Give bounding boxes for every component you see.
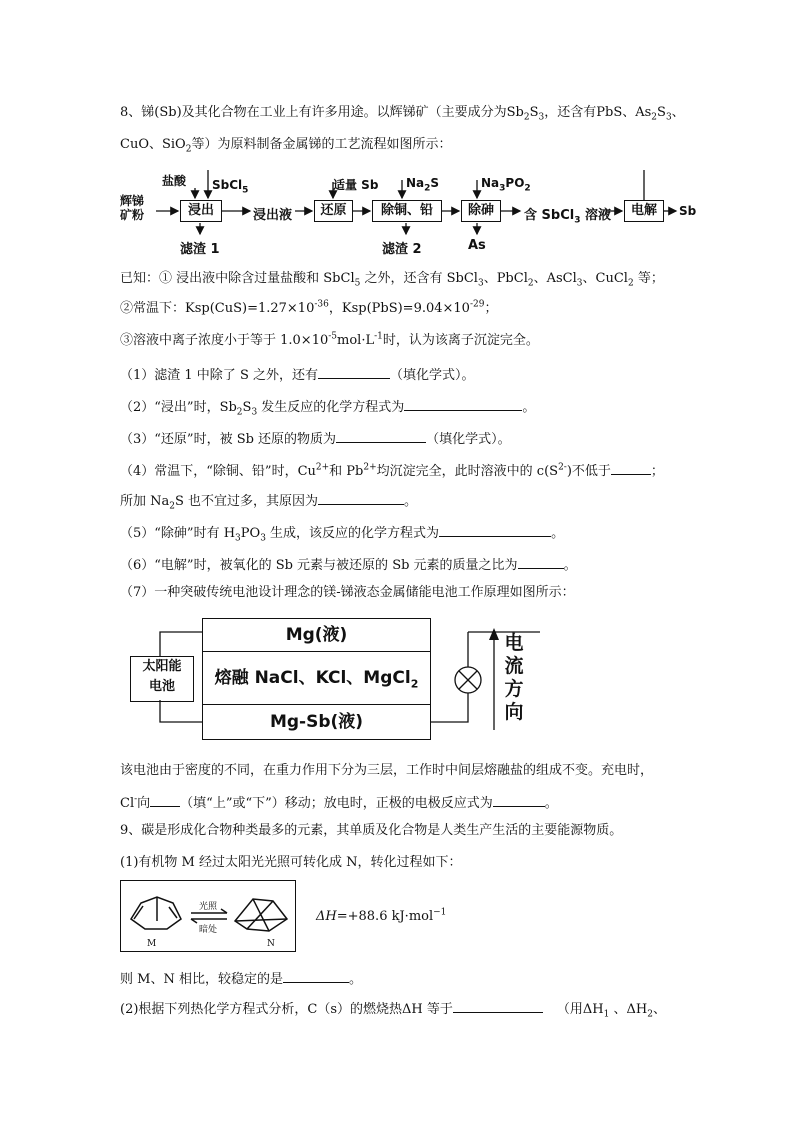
known-1: 已知：① 浸出液中除含过量盐酸和 SbCl$_5$ 之外，还含有 SbCl$_3$、PbCl$_2$、AsCl$_3$、CuCl$_2$ 等； [120,271,664,289]
mn-conversion-diagram [120,880,296,952]
na3po2-label: $Na_3PO_2$ [481,176,531,194]
answer-blank-7b[interactable] [493,792,545,807]
q8-part3: （3）“还原”时，被 Sb 还原的物质为 （填化学式）。 [120,428,511,449]
n-label: N [267,939,275,949]
answer-blank-7a[interactable] [150,792,180,807]
mg-liquid-layer: Mg(液) [202,618,431,652]
known-2: ②常温下：$Ksp(CuS)=1.27\times 10^{-36}$，$Ksp(PbS)=9.04\times 10^{-29}$； [120,299,498,316]
current-direction-label: 电 流 方 向 [504,632,524,723]
sbcl5-label: SbCl$_5$ [212,178,249,196]
q9-part1: (1)有机物 M 经过太阳光光照可转化成 N，转化过程如下： [120,855,462,870]
light-label: 光照 [199,902,218,912]
answer-blank-5[interactable] [439,522,551,537]
q8-part1: （1）滤渣 1 中除了 S 之外，还有 （填化学式）。 [120,364,475,385]
solar-cell-box: 太阳能 电池 [130,656,194,702]
q8-part4: （4）常温下，“除铜、铅”时，$Cu^{2+}$和 $Pb^{2+}$均沉淀完全，此时溶液中的 $c(S^{2-})$不低于 ； [120,460,664,481]
battery-diagram [120,612,540,742]
hcl-label: 盐酸 [162,174,187,188]
ore-label: 辉锑 矿粉 [120,194,145,222]
process-flow-chart [120,170,700,265]
q8-part4-cont: 所加 $Na_2S$ 也不宜过多，其原因为 。 [120,490,417,511]
q9-part2: (2)根据下列热化学方程式分析，C（s）的燃烧热ΔH 等于 （用$\Delta H_1$ 、$\Delta H_2$、 [120,998,666,1019]
answer-blank-3[interactable] [336,428,426,443]
q8-intro-line2: CuO、SiO$_2$等）为原料制备金属锑的工艺流程如图所示： [120,137,452,155]
q8-part7: （7）一种突破传统电池设计理念的镁-锑液态金属储能电池工作原理如图所示： [120,585,575,600]
mg-sb-liquid-layer: Mg-Sb(液) [202,704,431,740]
q8-part7-text: 该电池由于密度的不同，在重力作用下分为三层，工作时中间层熔融盐的组成不变。充电时， [120,763,654,778]
known-3: ③溶液中离子浓度小于等于 $1.0\times 10^{-5}mol\cdot L^{-1}$时，认为该离子沉淀完全。 [120,331,539,348]
q9-part1-question: 则 M、N 相比，较稳定的是 。 [120,968,362,989]
leachate-label: 浸出液 [253,208,293,223]
reduce-box: 还原 [314,200,353,222]
answer-blank-1[interactable] [318,364,390,379]
na2s-label: $Na_2S$ [406,176,440,194]
q8-intro-line1: 8、锑(Sb)及其化合物在工业上有许多用途。以辉锑矿（主要成分为$Sb_2S_3$，还含有PbS、$As_2S_3$、 [120,105,685,123]
dark-label: 暗处 [199,925,218,935]
electrolysis-box: 电解 [624,200,664,222]
as-removal-box: 除砷 [461,200,501,222]
sbcl3-solution-label: 含 SbCl$_3$ 溶液 [524,208,611,226]
answer-blank-4b[interactable] [318,490,404,505]
molten-salt-layer: 熔融 NaCl、KCl、MgCl$_2$ [202,651,431,705]
q8-part5: （5）“除砷”时有 $H_3PO_3$ 生成，该反应的化学方程式为 。 [120,522,564,543]
residue1-label: 滤渣 1 [180,242,220,257]
answer-blank-6[interactable] [518,554,564,569]
q8-part7-question: Cl-向 （填“上”或“下”）移动；放电时，正极的电极反应式为 。 [120,792,558,813]
answer-blank-4a[interactable] [611,460,651,475]
m-label: M [147,939,157,949]
answer-blank-2[interactable] [404,396,522,411]
sb-product-label: Sb [679,204,697,218]
leach-box: 浸出 [180,200,222,222]
q8-part6: （6）“电解”时，被氧化的 Sb 元素与被还原的 Sb 元素的质量之比为 。 [120,554,577,575]
enthalpy-change: ΔH=+88.6 kJ·mol$^{-1}$ [316,907,447,924]
answer-blank-9-1[interactable] [283,968,349,983]
q8-part2: （2）“浸出”时，$Sb_2S_3$ 发生反应的化学方程式为 。 [120,396,535,417]
residue2-label: 滤渣 2 [382,242,422,257]
cu-pb-removal-box: 除铜、铅 [372,200,442,222]
q9-intro: 9、碳是形成化合物种类最多的元素，其单质及化合物是人类生产生活的主要能源物质。 [120,823,623,838]
answer-blank-9-2[interactable] [453,998,543,1013]
sb-amount-label: 适量 Sb [333,178,379,192]
as-product-label: As [468,238,486,253]
